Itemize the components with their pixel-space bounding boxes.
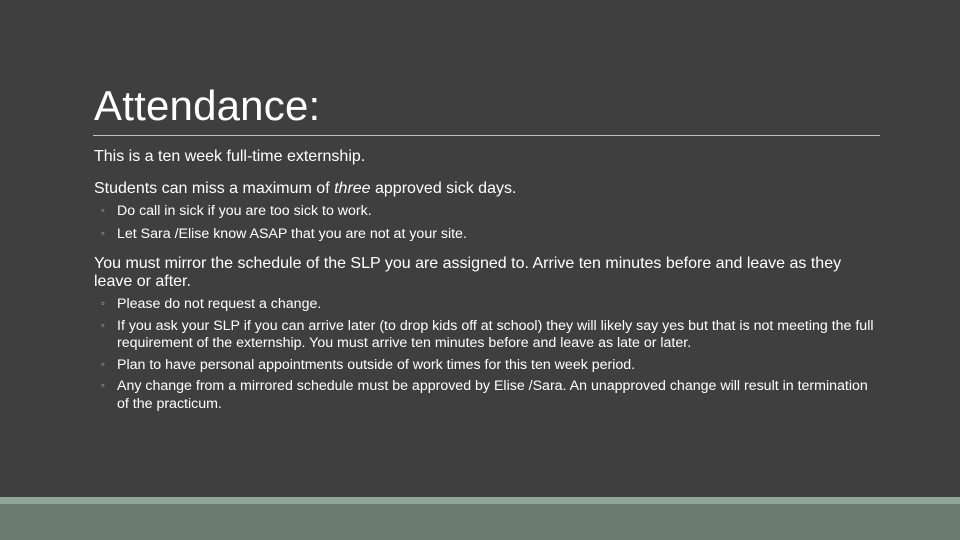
bullet-icon: ◦ xyxy=(101,227,105,240)
list-item xyxy=(94,318,874,353)
bullet-icon: ◦ xyxy=(101,298,105,310)
bullet-icon: ◦ xyxy=(101,380,105,392)
slide-body xyxy=(94,148,874,417)
list-item xyxy=(94,378,874,413)
paragraph-externship: This is a ten week full-time externship. xyxy=(94,148,366,165)
list-item-text: Please do not request a change. xyxy=(117,296,322,312)
paragraph-schedule: You must mirror the schedule of the SLP you are assigned to. Arrive ten minutes before and leave as they leave or after. xyxy=(94,255,842,290)
schedule-sublist xyxy=(94,296,874,413)
title-divider xyxy=(93,135,880,136)
paragraph-sick-days xyxy=(94,180,874,198)
footer-accent-line xyxy=(0,497,960,504)
sick-days-text-after: approved sick days. xyxy=(370,180,517,197)
bullet-icon: ◦ xyxy=(101,205,105,217)
list-item-text: Plan to have personal appointments outside of work times for this ten week period. xyxy=(117,356,636,373)
list-item xyxy=(94,203,874,221)
list-item xyxy=(94,357,874,375)
list-item xyxy=(94,226,874,244)
slide-title: Attendance: xyxy=(94,82,321,129)
sick-days-text-before: Students can miss a maximum of xyxy=(94,180,335,197)
list-item-text: Do call in sick if you are too sick to work. xyxy=(117,203,372,219)
list-item-text: Let Sara /Elise know ASAP that you are not at your site. xyxy=(117,225,467,242)
list-item-text: If you ask your SLP if you can arrive later (to drop kids off at school) they will likely say yes but that is not meeting the full requirement of the externship. You must arrive ten minutes before and leave as late or later. xyxy=(117,317,874,351)
bullet-icon: ◦ xyxy=(101,358,105,371)
sick-days-sublist xyxy=(94,203,874,243)
sick-days-emphasis: three xyxy=(334,180,371,197)
list-item-text: Any change from a mirrored schedule must be approved by Elise /Sara. An unapproved change will result in termination of the practicum. xyxy=(117,378,868,412)
bullet-icon: ◦ xyxy=(101,319,105,332)
list-item xyxy=(94,296,874,314)
